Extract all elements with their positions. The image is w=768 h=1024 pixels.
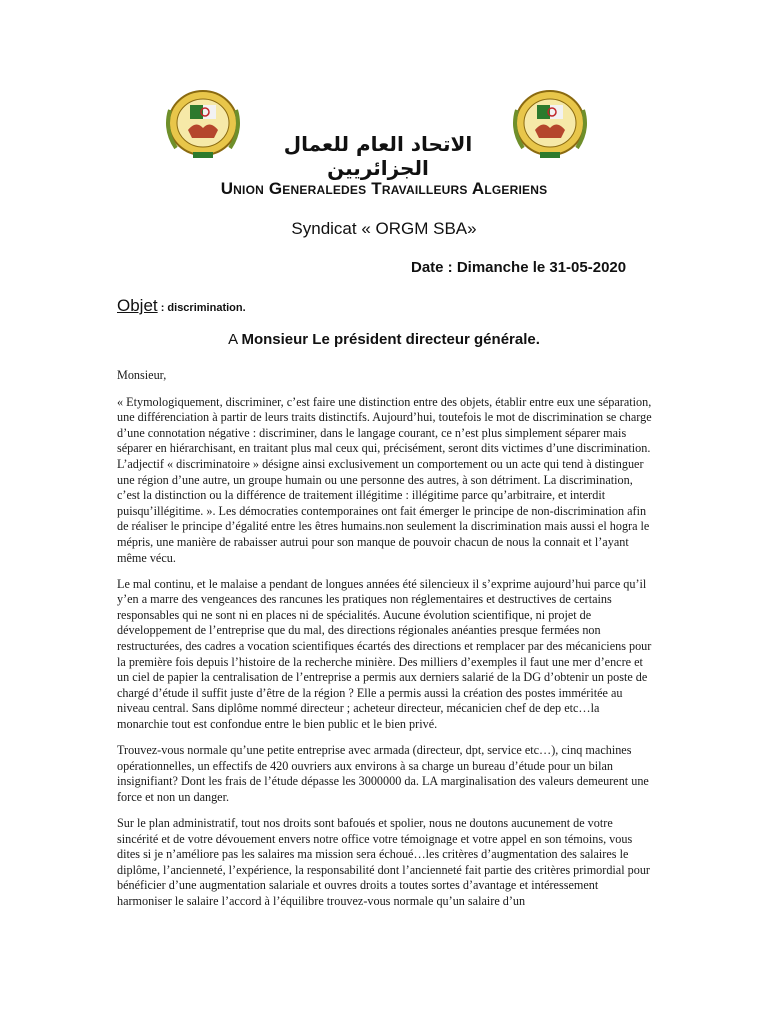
addressee xyxy=(0,331,768,348)
arabic-union-title: الاتحاد العام للعمال الجزائريين xyxy=(283,132,473,180)
syndicat-name: Syndicat « ORGM SBA» xyxy=(291,219,477,238)
addressee-prefix: A xyxy=(228,331,242,348)
ugta-logo-left xyxy=(160,80,246,166)
body-paragraph: Trouvez-vous normale qu’une petite entreprise avec armada (directeur, dpt, service etc…), cinq machines opérationnelles, un effectifs de 420 ouvriers aux environs à sa charge un bureau d’étude pour un bilan insignifiant? Dont les frais de l’étude dépasse les 3000000 da. LA marginalisation des valeurs demeurent une force et non un danger. xyxy=(117,743,649,804)
body-paragraph: « Etymologiquement, discriminer, c’est faire une distinction entre des objets, établir entre eux une séparation, une différenciation à partir de leurs traits distinctifs. Aujourd’hui, toutefois le mot de discrimination se charge d’une connotation négative : discriminer, dans le langage courant, ce n’est plus simplement séparer mais séparer en hiérarchisant, en traitant plus mal ceux qui, précisément, seront dits victimes d’une discrimination. L’adjectif « discriminatoire » désigne ainsi exclusivement un comportement ou un acte qui tend à distinguer une région d’une autre, un groupe humain ou une personne des autres, à son détriment. La discrimination, c’est la distinction ou la différence de traitement illégitime : illégitime parce qu’arbitraire, et interdit puisqu’illégitime. ». Les démocraties contemporaines ont fait émerger le principe de non-discrimination afin de réaliser le principe d’égalité entre les êtres humains.non seulement la discrimination mais aussi el hogra le mépris, une manière de rabaisser autrui pour son manque de pouvoir chacun de nous la connait et l’ayant même vécu. xyxy=(117,394,652,565)
ugta-logo-right xyxy=(507,80,593,166)
letter-body xyxy=(117,368,652,920)
subject-line xyxy=(117,296,246,316)
union-name: Union Generaledes Travailleurs Algeriens xyxy=(220,179,548,198)
addressee-name: Monsieur Le président directeur générale. xyxy=(241,331,540,348)
greeting: Monsieur, xyxy=(117,368,167,382)
subject-value: : discrimination. xyxy=(157,302,246,314)
body-paragraph: Le mal continu, et le malaise a pendant de longues années été silencieux il s’exprime aujourd’hui parce qu’il y’en a marre des vengeances des rancunes les pratiques non réglementaires et destructives de certains responsables qui ne sont ni en places ni de spécialités. Aucune évolution scientifique, ni projet de développement de l’entreprise que du mal, des directions régionales anéanties presque fermées non restructurées, des cadres a vocation scientifiques écartés des directions et remplacer par des mécaniciens pour la première fois depuis l’histoire de la recherche minière. Des milliers d’exemples il faut une mer d’encre et un ciel de papier la centralisation de l’entreprise a permis aux derniers salarié de la DG d’obtenir un poste de chargé d’étude il suffit juste d’être de la région ? Elle a permis aussi la création des postes imméritée au niveau central. Sans diplôme nommé directeur ; acheteur directeur, mécanicien chef de dep etc…la monarchie tout est confondue entre le bien public et le bien privé. xyxy=(117,576,652,731)
body-paragraph: Sur le plan administratif, tout nos droits sont bafoués et spolier, nous ne doutons aucunement de votre sincérité et de votre dévouement envers notre office votre témoignage et votre appel en son témoins, vous dites si je n’améliore pas les salaires ma mission sera échoué…les critères d’augmentation des salaires le diplôme, l’ancienneté, l’expérience, la responsabilité dont l’ancienneté fait partie des critères primordial pour bénéficier d’une augmentation salariale et ouvres droits a toutes sortes d’avantage et intéressement harmoniser le salaire l’accord à l’équilibre trouvez-vous normale qu’un salaire d’un xyxy=(117,815,650,908)
letterhead xyxy=(160,80,600,180)
subject-label: Objet xyxy=(117,296,158,315)
letter-date: Date : Dimanche le 31-05-2020 xyxy=(411,259,627,276)
